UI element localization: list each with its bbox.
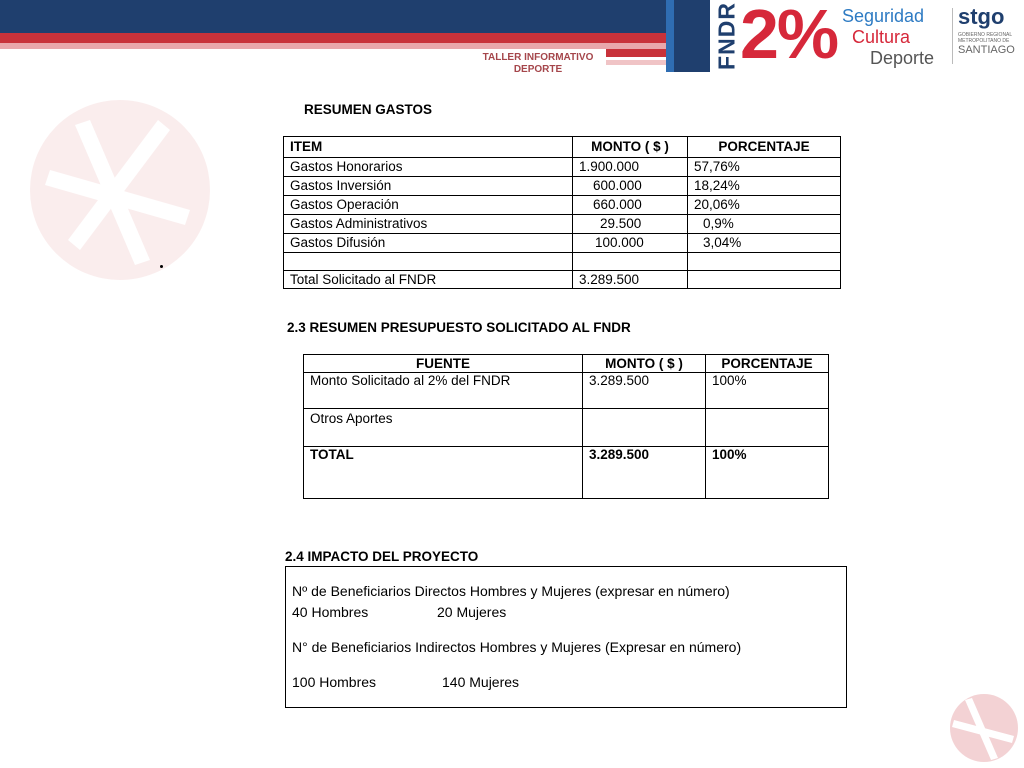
stgo-logo	[958, 2, 1024, 56]
resumen-gastos-title: RESUMEN GASTOS	[304, 102, 433, 117]
header-band-accent-light	[606, 60, 666, 65]
table-row-blank	[284, 253, 841, 271]
impacto-box	[285, 566, 847, 708]
table-row-total	[284, 271, 841, 289]
monto-cell: 29.500	[573, 215, 688, 234]
monto-cell: 1.900.000	[573, 158, 688, 177]
table-row	[284, 215, 841, 234]
blank-cell	[688, 253, 841, 271]
monto-cell: 3.289.500	[583, 447, 706, 499]
decorative-emblem-left	[20, 90, 220, 290]
porcentaje-cell: 100%	[706, 373, 829, 409]
total-porcentaje-cell	[688, 271, 841, 289]
porcentaje-cell	[706, 409, 829, 447]
porcentaje-cell: 20,06%	[688, 196, 841, 215]
directos-hombres: 40 Hombres	[292, 604, 369, 620]
column-header-porcentaje: PORCENTAJE	[688, 137, 841, 158]
logo-word-seguridad: Seguridad	[842, 6, 925, 26]
item-cell: Gastos Inversión	[284, 177, 573, 196]
table-header-row	[304, 355, 829, 373]
header-band-accent	[606, 49, 666, 57]
monto-cell: 600.000	[573, 177, 688, 196]
impacto-title: 2.4 IMPACTO DEL PROYECTO	[285, 549, 479, 564]
stgo-gov-line-3: SANTIAGO	[958, 44, 1015, 56]
monto-cell: 100.000	[573, 234, 688, 253]
column-header-monto: MONTO ( $ )	[583, 355, 706, 373]
table-row	[304, 373, 829, 409]
indirectos-label: N° de Beneficiarios Indirectos Hombres y Mujeres (Expresar en número)	[292, 639, 742, 655]
indirectos-mujeres: 140 Mujeres	[442, 674, 520, 690]
stgo-wordmark: stgo	[958, 4, 1005, 29]
directos-label: Nº de Beneficiarios Directos Hombres y Mujeres (expresar en número)	[292, 583, 730, 599]
logo-word-deporte: Deporte	[870, 48, 935, 68]
decorative-emblem-right	[944, 688, 1024, 768]
table-header-row	[284, 137, 841, 158]
table-row	[284, 158, 841, 177]
porcentaje-cell: 3,04%	[688, 234, 841, 253]
fndr-text: FNDR	[713, 2, 740, 70]
fuente-cell: TOTAL	[304, 447, 583, 499]
total-monto-cell: 3.289.500	[573, 271, 688, 289]
item-cell: Gastos Administrativos	[284, 215, 573, 234]
column-header-monto: MONTO ( $ )	[573, 137, 688, 158]
taller-line-1: TALLER INFORMATIVO	[482, 52, 594, 63]
item-cell: Gastos Honorarios	[284, 158, 573, 177]
item-cell: Gastos Difusión	[284, 234, 573, 253]
monto-cell: 3.289.500	[583, 373, 706, 409]
logo-separator	[952, 8, 953, 64]
table-row	[284, 234, 841, 253]
column-header-item: ITEM	[284, 137, 573, 158]
fuente-cell: Otros Aportes	[304, 409, 583, 447]
blank-cell	[573, 253, 688, 271]
porcentaje-cell: 100%	[706, 447, 829, 499]
logo-words	[842, 6, 934, 69]
bullet-dot	[160, 265, 163, 268]
resumen-gastos-table	[283, 136, 841, 289]
logo-word-cultura: Cultura	[852, 27, 911, 47]
item-cell: Gastos Operación	[284, 196, 573, 215]
fndr-logo	[712, 0, 742, 72]
presupuesto-table	[303, 354, 829, 499]
fuente-cell: Monto Solicitado al 2% del FNDR	[304, 373, 583, 409]
logo-bar	[666, 0, 710, 72]
porcentaje-cell: 18,24%	[688, 177, 841, 196]
monto-cell: 660.000	[573, 196, 688, 215]
monto-cell	[583, 409, 706, 447]
directos-mujeres: 20 Mujeres	[437, 604, 507, 620]
header-band-pink	[0, 43, 666, 49]
taller-informativo-label	[470, 52, 606, 76]
table-row	[284, 177, 841, 196]
stgo-gov-line-2: METROPOLITANO DE	[958, 38, 1010, 44]
porcentaje-cell: 57,76%	[688, 158, 841, 177]
table-row-total	[304, 447, 829, 499]
total-label-cell: Total Solicitado al FNDR	[284, 271, 573, 289]
indirectos-hombres: 100 Hombres	[292, 674, 377, 690]
header-band-navy	[0, 0, 666, 33]
column-header-porcentaje: PORCENTAJE	[706, 355, 829, 373]
stgo-gov-line-1: GOBIERNO REGIONAL	[958, 32, 1013, 38]
blank-cell	[284, 253, 573, 271]
header-band-red	[0, 33, 666, 43]
column-header-fuente: FUENTE	[304, 355, 583, 373]
taller-line-2: DEPORTE	[513, 64, 563, 75]
table-row	[284, 196, 841, 215]
two-percent-logo: 2%	[740, 0, 838, 73]
presupuesto-title: 2.3 RESUMEN PRESUPUESTO SOLICITADO AL FNDR	[287, 320, 631, 335]
table-row	[304, 409, 829, 447]
porcentaje-cell: 0,9%	[688, 215, 841, 234]
